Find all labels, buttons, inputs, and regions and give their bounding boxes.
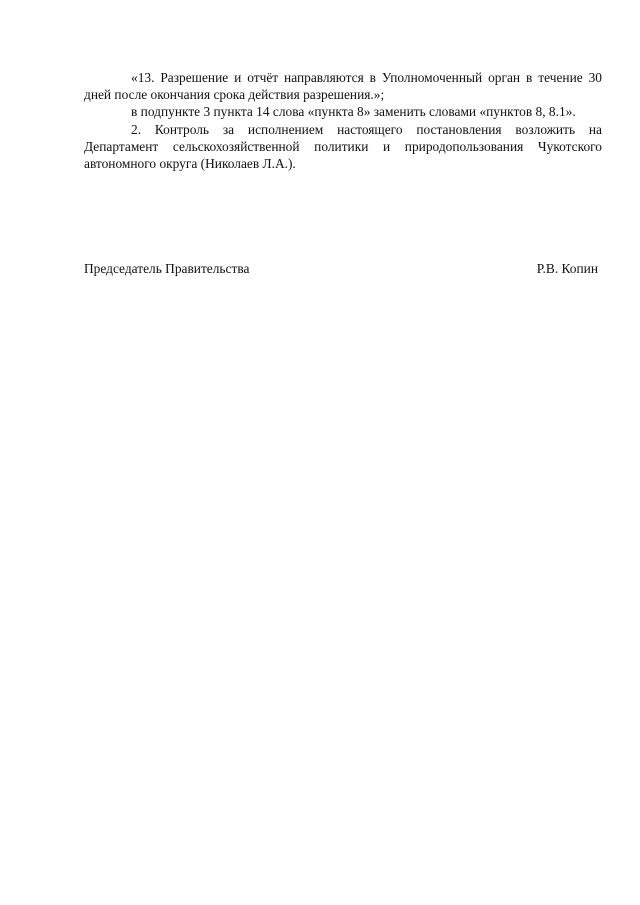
signature-block bbox=[84, 260, 598, 277]
signatory-name: Р.В. Копин bbox=[536, 261, 598, 276]
paragraph-subclause-amendment: в подпункте 3 пункта 14 слова «пункта 8» заменить словами «пунктов 8, 8.1». bbox=[131, 104, 576, 120]
paragraph-control: 2. Контроль за исполнением настоящего постановления возложить на Департамент сельскохозяйственной политики и природопользования Чукотского автономного округа (Николаев Л.А.). bbox=[84, 121, 602, 172]
paragraph-clause-13: «13. Разрешение и отчёт направляются в Уполномоченный орган в течение 30 дней после окончания срока действия разрешения.»; bbox=[84, 70, 602, 103]
document-body bbox=[84, 69, 602, 172]
signatory-position: Председатель Правительства bbox=[84, 261, 250, 276]
